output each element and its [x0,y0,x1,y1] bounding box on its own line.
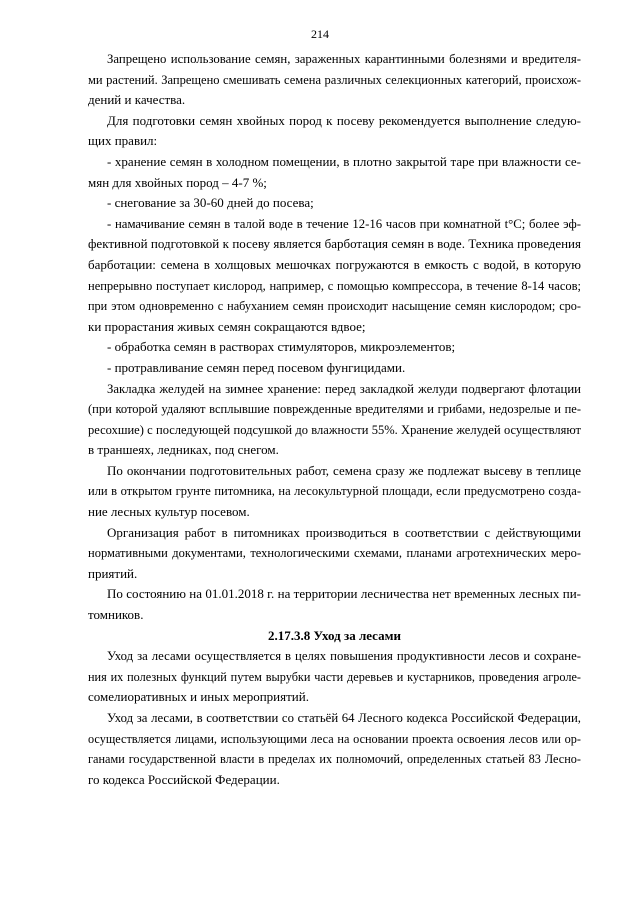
text-line: По окончании подготовительных работ, семена сразу же подлежат высеву в теплице [107,462,581,478]
text-line: непрерывно поступает кислород, например, с помощью компрессора, в течение 8-14 часов; [88,278,581,293]
text-line: Закладка желудей на зимнее хранение: перед закладкой желуди подвергают флотации [107,381,581,396]
document-body [88,49,581,790]
text-line: - протравливание семян перед посевом фунгицидами. [107,359,406,375]
paragraph-nursery-organization [88,523,581,585]
page-number: 214 [311,27,329,41]
text-line: нормативными документами, технологическими схемами, планами агротехнических меро- [88,546,581,561]
list-item-fungicides [88,358,581,379]
text-line: - хранение семян в холодном помещении, в плотно закрытой таре при влажности се- [107,153,581,169]
text-line: Уход за лесами осуществляется в целях повышения продуктивности лесов и сохране- [107,649,581,664]
text-line: дений и качества. [88,92,186,108]
text-line: По состоянию на 01.01.2018 г. на территории лесничества нет временных лесных пи- [107,586,581,602]
text-line: щих правил: [88,133,158,149]
text-line: томников. [88,607,144,623]
text-line: Организация работ в питомниках производиться в соответствии с действующими [107,524,581,540]
text-line: Уход за лесами, в соответствии со статьёй 64 Лесного кодекса Российской Федерации, [107,711,581,725]
paragraph-acorn-storage [88,379,581,461]
paragraph-seed-restrictions [88,49,581,111]
text-line: - намачивание семян в талой воде в течение 12-16 часов при комнатной t°С; более эф- [107,216,581,231]
list-item-stimulators [88,337,581,358]
text-line: ми растений. Запрещено смешивать семена различных селекционных категорий, происхож- [88,72,581,87]
section-heading: 2.17.3.8 Уход за лесами [268,627,401,643]
text-line: при этом одновременно с набуханием семян происходит насыщение семян кислородом; сро- [88,299,581,314]
text-line: фективной подготовкой к посеву является барботация семян в воде. Техника проведения [88,236,581,252]
text-line: го кодекса Российской Федерации. [88,771,280,787]
paragraph-conifer-rules-intro [88,111,581,152]
text-line: Запрещено использование семян, зараженных карантинными болезнями и вредителя- [107,52,581,66]
text-line: - обработка семян в растворах стимуляторов, микроэлементов; [107,339,456,355]
text-line: (при которой удаляют всплывшие поврежденные вредителями и грибами, недозрелые и пе- [88,402,581,417]
text-line: в траншеях, ледниках, под снегом. [88,442,279,458]
text-line: барботации: семена в холщовых мешочках погружаются в емкость с водой, в которую [88,256,581,272]
text-line: мян для хвойных пород – 4-7 %; [88,174,267,190]
text-line: осуществляется лицами, использующими леса на основании проекта освоения лесов или ор- [88,731,581,746]
text-line: сомелиоративных и иных мероприятий. [88,689,309,705]
list-item-snow-treatment [88,193,581,214]
list-item-cold-storage [88,152,581,193]
text-line: ния их полезных функций путем вырубки части деревьев и кустарников, проведения агроле- [88,669,581,684]
text-line: ки прорастания живых семян сокращаются вдвое; [88,318,366,334]
text-line: ние лесных культур посевом. [88,504,250,520]
paragraph-sowing [88,461,581,523]
text-line: - снегование за 30-60 дней до посева; [107,195,314,211]
paragraph-forest-care-legal [88,708,581,790]
text-line: ресохшие) с последующей подсушкой до влажности 55%. Хранение желудей осуществляют [88,422,581,437]
text-line: приятий. [88,565,138,581]
text-line: Для подготовки семян хвойных пород к посеву рекомендуется выполнение следую- [107,112,581,128]
text-line: или в открытом грунте питомника, на лесокультурной площади, если предусмотрено созда- [88,484,581,499]
text-line: ганами государственной власти в пределах их полномочий, определенных статьей 83 Лесно- [88,752,581,767]
paragraph-nursery-status [88,584,581,625]
list-item-soaking-bubbling [88,214,581,338]
paragraph-forest-care-purpose [88,646,581,708]
